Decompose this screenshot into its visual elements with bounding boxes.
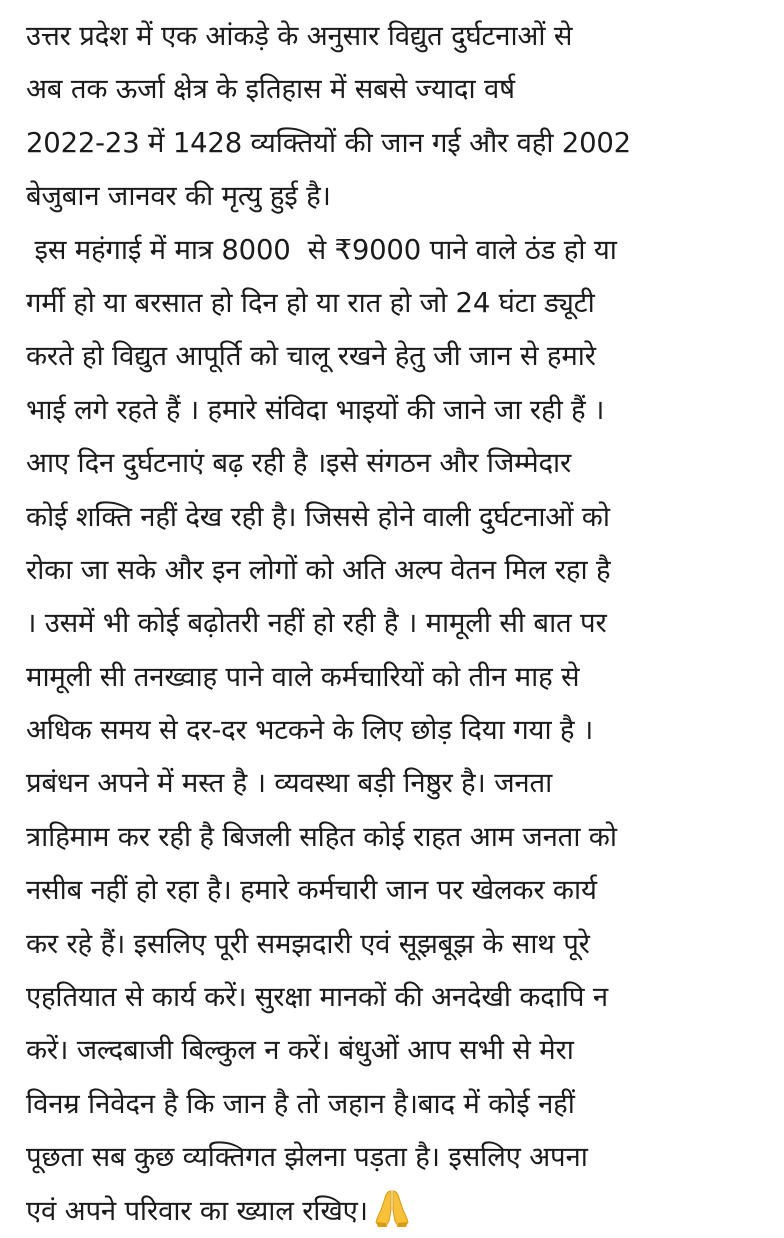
text-line: कर रहे हैं। इसलिए पूरी समझदारी एवं सूझबूझ के साथ पूरे (26, 927, 590, 960)
text-line: इस महंगाई में मात्र 8000 से ₹9000 पाने वाले ठंड हो या (26, 233, 617, 266)
text-line: अधिक समय से दर-दर भटकने के लिए छोड़ दिया गया है । (26, 714, 594, 747)
text-line: नसीब नहीं हो रहा है। हमारे कर्मचारी जान पर खेलकर कार्य (26, 874, 597, 907)
text-line: प्रबंधन अपने में मस्त है । व्यवस्था बड़ी निष्ठुर है। जनता (26, 767, 553, 800)
text-line: करते हो विद्युत आपूर्ति को चालू रखने हेतु जी जान से हमारे (26, 340, 596, 373)
text-line: 2022-23 में 1428 व्यक्तियों की जान गई और वही 2002 (26, 126, 631, 159)
last-line-text: एवं अपने परिवार का ख्याल रखिए। (26, 1194, 368, 1227)
text-line: । उसमें भी कोई बढ़ोतरी नहीं हो रही है । मामूली सी बात पर (26, 607, 607, 640)
folded-hands-icon (374, 1188, 410, 1228)
left-hand-shape (376, 1191, 391, 1226)
text-line: बेजुबान जानवर की मृत्यु हुई है। (26, 180, 331, 213)
text-line: एहतियात से कार्य करें। सुरक्षा मानकों की अनदेखी कदापि न (26, 981, 608, 1014)
text-line: करें। जल्दबाजी बिल्कुल न करें। बंधुओं आप सभी से मेरा (26, 1034, 574, 1067)
right-hand-shape (393, 1191, 408, 1226)
text-line: कोई शक्ति नहीं देख रही है। जिससे होने वाली दुर्घटनाओं को (26, 500, 610, 533)
text-line: आए दिन दुर्घटनाएं बढ़ रही है ।इसे संगठन और जिम्मेदार (26, 447, 572, 480)
text-line: पूछता सब कुछ व्यक्तिगत झेलना पड़ता है। इसलिए अपना (26, 1141, 588, 1174)
text-line: भाई लगे रहते हैं । हमारे संविदा भाइयों की जाने जा रही हैं । (26, 393, 605, 426)
text-line: उत्तर प्रदेश में एक आंकड़े के अनुसार विद्युत दुर्घटनाओं से (26, 20, 573, 52)
post-text (26, 10, 776, 1238)
text-line: त्राहिमाम कर रही है बिजली सहित कोई राहत आम जनता को (26, 820, 617, 853)
text-line: मामूली सी तनख्वाह पाने वाले कर्मचारियों को तीन माह से (26, 660, 580, 693)
text-line: रोका जा सके और इन लोगों को अति अल्प वेतन मिल रहा है (26, 553, 611, 586)
last-text-line (26, 1185, 776, 1238)
text-line: विनम्र निवेदन है कि जान है तो जहान है।बाद में कोई नहीं (26, 1087, 575, 1120)
text-line: अब तक ऊर्जा क्षेत्र के इतिहास में सबसे ज्यादा वर्ष (26, 73, 515, 106)
text-line: गर्मी हो या बरसात हो दिन हो या रात हो जो 24 घंटा ड्यूटी (26, 286, 595, 319)
